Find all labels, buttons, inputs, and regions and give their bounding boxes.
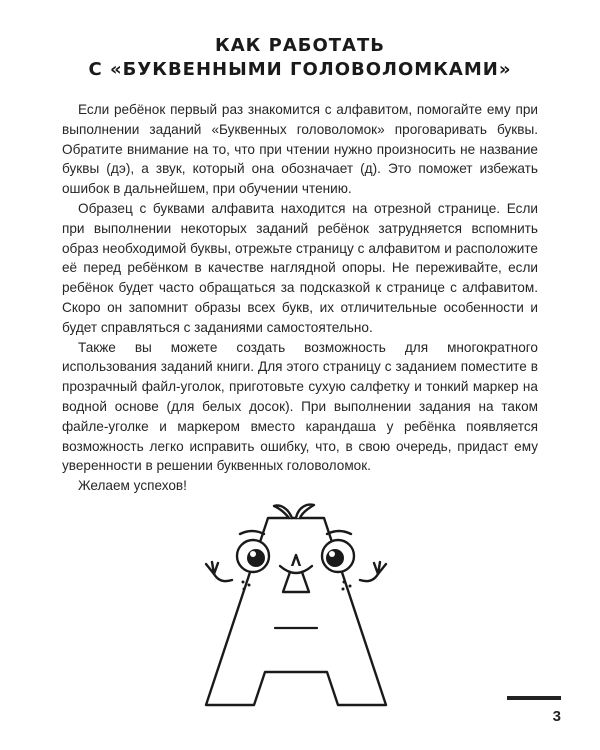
page-number-bar [507,696,561,700]
page-title [0,34,600,82]
paragraph: Также вы можете создать возможность для многократного использования заданий книги. Для этого страницу с заданием поместите в прозрачный файл-уголок, приготовьте сухую салфетку и тонкий маркер на водной основе (для белых досок). При выполнении задания на таком файле-уголке и маркером вместо карандаша у ребёнка появляется возможность легко исправить ошибку, что, в свою очередь, придаст ему уверенности в решении буквенных головоломок. [62,339,538,474]
paragraph: Если ребёнок первый раз знакомится с алфавитом, помогайте ему при выполнении заданий «Буквенных головоломок» проговаривать буквы. Обратите внимание на то, что при чтении нужно произносить не название буквы (дэ), а звук, который она обозначает (д). Это поможет избежать ошибок в дальнейшем, при обучении чтению. [62,102,538,197]
letter-a-character-icon [196,500,396,715]
title-line-2: С «БУКВЕННЫМИ ГОЛОВОЛОМКАМИ» [88,59,512,80]
paragraph: Образец с буквами алфавита находится на отрезной странице. Если при выполнении некоторых заданий ребёнок затрудняется вспомнить образ необходимой буквы, отрежьте страницу с алфавитом и расположите её перед ребёнком в качестве наглядной опоры. Не переживайте, если ребёнок будет часто обращаться за подсказкой к странице с алфавитом. Скоро он запомнит образы всех букв, их отличительные особенности и будет справляться с заданиями самостоятельно. [62,200,538,335]
instructions-text [62,100,538,496]
closing-line: Желаем успехов! [78,478,187,494]
title-line-1: КАК РАБОТАТЬ [215,35,385,56]
page-number: 3 [552,708,561,725]
